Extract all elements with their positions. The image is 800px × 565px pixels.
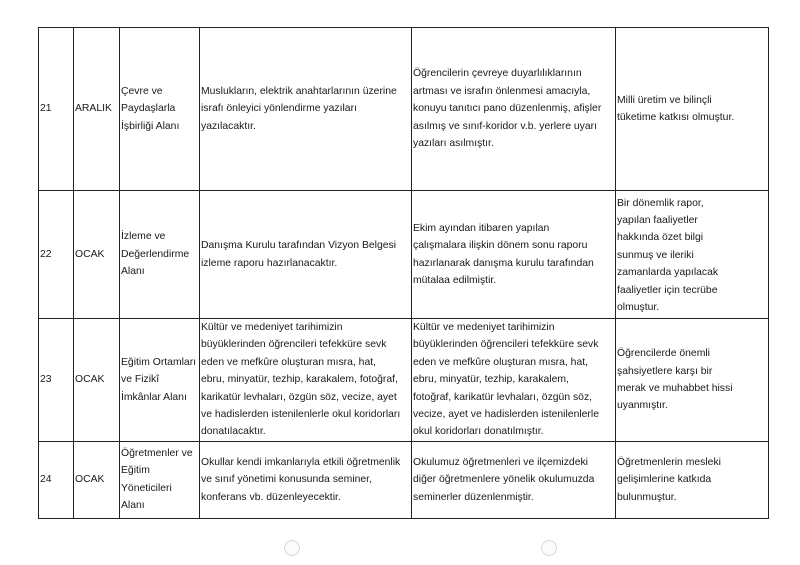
- row-month: OCAK: [74, 319, 120, 442]
- result-line: Öğrencilerde önemli: [617, 348, 710, 360]
- result-line: hakkında özet bilgi: [617, 232, 704, 244]
- plan-line: israfı önleyici yönlendirme yazıları: [201, 103, 357, 115]
- done-line: Ekim ayından itibaren yapılan: [413, 222, 550, 234]
- done-line: seminerler düzenlenmiştir.: [413, 491, 534, 503]
- done-line: fotoğraf, karikatür levhaları, özgün söz,: [413, 391, 593, 403]
- result-line: yapılan faaliyetler: [617, 214, 698, 226]
- plan-line: ebru, minyatür, tezhip, karakalem, fotoğraf,: [201, 374, 398, 386]
- row-month: ARALIK: [74, 28, 120, 191]
- result-line: sunmuş ve ileriki: [617, 249, 694, 261]
- result-line: tüketime katkısı olmuştur.: [617, 112, 735, 123]
- area-line: Eğitim Ortamları: [121, 356, 197, 368]
- done-line: asılmış ve sınıf-koridor v.b. yerlere uyarı: [413, 120, 598, 132]
- area-line: Eğitim: [121, 465, 150, 477]
- result-line: Bir dönemlik rapor,: [617, 197, 704, 209]
- row-area: [120, 441, 200, 518]
- row-month: OCAK: [74, 191, 120, 319]
- punch-hole-mark: [284, 540, 300, 556]
- table-row: [39, 191, 769, 319]
- plan-line: ve sınıf yönetimi konusunda seminer,: [201, 474, 372, 486]
- row-completed-activity: [412, 441, 616, 518]
- result-line: merak ve muhabbet hissi: [617, 382, 733, 394]
- plan-line: ve hadislerden istenilenlerle okul koridorları: [201, 409, 401, 421]
- table-row: [39, 319, 769, 442]
- result-line: faaliyetler için tecrübe: [617, 284, 718, 296]
- table-row: [39, 441, 769, 518]
- plan-line: Okullar kendi imkanlarıyla etkili öğretmenlik: [201, 456, 401, 468]
- area-line: İzleme ve: [121, 231, 166, 243]
- done-line: artması ve israfın önlenmesi amacıyla,: [413, 85, 591, 97]
- area-line: Paydaşlarla: [121, 103, 176, 115]
- row-completed-activity: [412, 28, 616, 191]
- result-line: bulunmuştur.: [617, 491, 677, 503]
- result-line: zamanlarda yapılacak: [617, 267, 719, 279]
- area-line: Alanı: [121, 266, 145, 278]
- result-line: şahsiyetlere karşı bir: [617, 365, 713, 377]
- row-area: [120, 191, 200, 319]
- area-line: Yöneticileri: [121, 482, 172, 494]
- row-area: [120, 319, 200, 442]
- row-result: [616, 441, 769, 518]
- row-result: [616, 319, 769, 442]
- done-line: çalışmalara ilişkin dönem sonu raporu: [413, 240, 588, 252]
- result-line: Milli üretim ve bilinçli: [617, 94, 712, 106]
- done-line: mütalaa edilmiştir.: [413, 274, 497, 286]
- plan-line: eden ve mefkûre oluşturan mısra, hat,: [201, 356, 376, 368]
- row-number: 23: [39, 319, 74, 442]
- area-line: ve Fizikî: [121, 374, 160, 386]
- plan-line: Muslukların, elektrik anahtarlarının üzerine: [201, 85, 397, 97]
- done-line: ebru, minyatür, tezhip, karakalem,: [413, 374, 569, 386]
- row-planned-activity: [200, 441, 412, 518]
- done-line: Kültür ve medeniyet tarihimizin: [413, 322, 555, 333]
- done-line: okul koridorları donatılmıştır.: [413, 426, 544, 438]
- done-line: Okulumuz öğretmenleri ve ilçemizdeki: [413, 456, 588, 468]
- result-line: Öğretmenlerin mesleki: [617, 456, 721, 468]
- area-line: Çevre ve: [121, 85, 163, 97]
- done-line: hazırlanarak danışma kurulu tarafından: [413, 257, 594, 269]
- row-planned-activity: [200, 319, 412, 442]
- row-month: OCAK: [74, 441, 120, 518]
- done-line: büyüklerinden öğrencileri tefekküre sevk: [413, 339, 599, 351]
- row-result: [616, 191, 769, 319]
- result-line: uyanmıştır.: [617, 400, 668, 412]
- area-line: Alanı: [121, 500, 145, 512]
- plan-line: yazılacaktır.: [201, 120, 256, 132]
- done-line: yazıları asılmıştır.: [413, 138, 494, 150]
- row-number: 24: [39, 441, 74, 518]
- row-planned-activity: [200, 28, 412, 191]
- row-completed-activity: [412, 319, 616, 442]
- done-line: konuyu tanıtıcı pano düzenlenmiş, afişler: [413, 103, 602, 115]
- activity-table: [38, 27, 769, 519]
- area-line: İmkânlar Alanı: [121, 391, 187, 403]
- row-number: 22: [39, 191, 74, 319]
- done-line: eden ve mefkûre oluşturan mısra, hat,: [413, 356, 588, 368]
- punch-hole-mark: [541, 540, 557, 556]
- plan-line: Kültür ve medeniyet tarihimizin: [201, 322, 343, 333]
- result-line: olmuştur.: [617, 302, 660, 314]
- row-planned-activity: [200, 191, 412, 319]
- row-result: [616, 28, 769, 191]
- plan-line: konferans vb. düzenleyecektir.: [201, 491, 341, 503]
- done-line: diğer öğretmenlere yönelik okulumuzda: [413, 474, 595, 486]
- plan-line: karikatür levhaları, özgün söz, vecize, ayet: [201, 391, 397, 403]
- area-line: İşbirliği Alanı: [121, 120, 180, 132]
- row-completed-activity: [412, 191, 616, 319]
- table-row: [39, 28, 769, 191]
- row-number: 21: [39, 28, 74, 191]
- result-line: gelişimlerine katkıda: [617, 474, 712, 486]
- plan-line: donatılacaktır.: [201, 426, 266, 438]
- area-line: Değerlendirme: [121, 248, 190, 260]
- done-line: vecize, ayet ve hadislerden istenilenlerle: [413, 409, 599, 421]
- plan-line: büyüklerinden öğrencileri tefekküre sevk: [201, 339, 387, 351]
- row-area: [120, 28, 200, 191]
- plan-line: izleme raporu hazırlanacaktır.: [201, 257, 338, 269]
- area-line: Öğretmenler ve: [121, 448, 193, 460]
- done-line: Öğrencilerin çevreye duyarlılıklarının: [413, 68, 582, 80]
- plan-line: Danışma Kurulu tarafından Vizyon Belgesi: [201, 240, 397, 252]
